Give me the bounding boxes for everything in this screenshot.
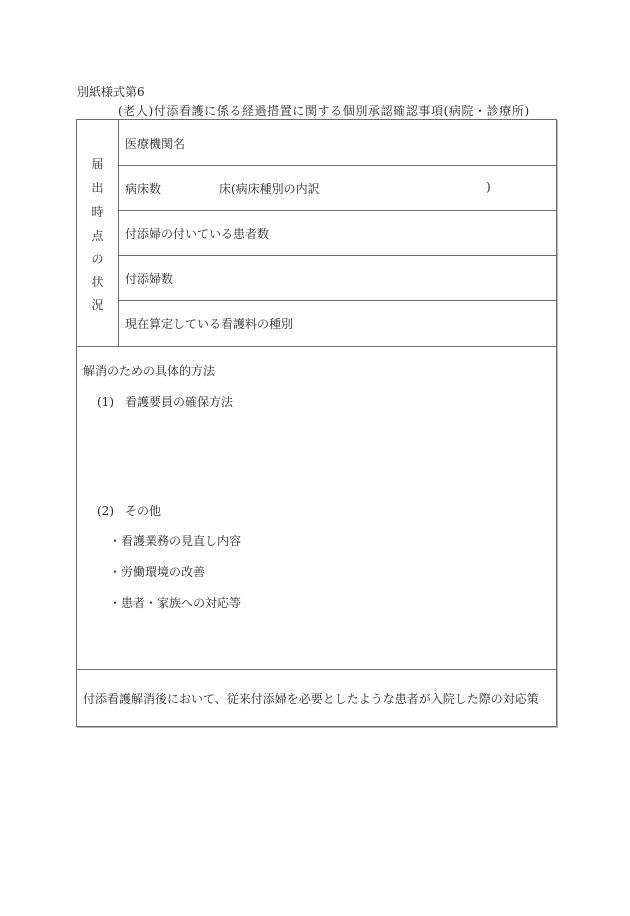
form-number: 別紙様式第6: [77, 85, 145, 99]
item-number: (2): [97, 504, 114, 518]
row-bed-count[interactable]: [119, 165, 556, 211]
vertical-label-char: の: [91, 252, 104, 266]
staff-securing-label: 看護要員の確保方法: [125, 395, 234, 409]
status-section: [77, 120, 556, 347]
bed-breakdown-close-paren: ): [486, 180, 491, 194]
nursing-fee-type-label: 現在算定している看護料の種別: [125, 317, 294, 331]
item-other: [97, 502, 161, 519]
other-answer-area[interactable]: [77, 612, 556, 667]
attendant-count-label: 付添婦数: [125, 272, 174, 286]
status-vertical-label: [77, 120, 119, 346]
row-medical-institution-name[interactable]: [119, 120, 556, 166]
other-label: その他: [125, 504, 162, 518]
staff-securing-answer-area[interactable]: [77, 413, 556, 493]
resolution-section: [77, 347, 556, 670]
confirmation-form-table: [76, 119, 557, 727]
resolution-heading: 解消のための具体的方法: [83, 364, 216, 378]
vertical-label-char: 時: [91, 205, 104, 219]
row-patients-with-attendants[interactable]: [119, 210, 556, 256]
countermeasure-label: 付添看護解消後において、従来付添婦を必要としたような患者が入院した際の対応策: [83, 692, 539, 706]
item-number: (1): [97, 395, 114, 409]
bullet-patient-family-response: ・患者・家族への対応等: [109, 596, 242, 610]
countermeasure-section[interactable]: [77, 670, 556, 726]
row-attendant-count[interactable]: [119, 255, 556, 301]
bullet-work-environment: ・労働環境の改善: [109, 565, 206, 579]
vertical-label-char: 況: [91, 298, 104, 312]
vertical-label-char: 届: [91, 157, 104, 171]
row-nursing-fee-type[interactable]: [119, 300, 556, 346]
bed-breakdown-label: 床(病床種別の内訳: [219, 182, 320, 196]
medical-institution-name-label: 医療機関名: [125, 137, 186, 151]
document-title: (老人)付添看護に係る経過措置に関する個別承認確認事項(病院・診療所): [118, 104, 530, 118]
item-staff-securing: [97, 393, 233, 410]
vertical-label-char: 出: [91, 181, 104, 195]
vertical-label-char: 状: [91, 275, 104, 289]
vertical-label-char: 点: [91, 229, 104, 243]
patients-with-attendants-label: 付添婦の付いている患者数: [125, 227, 270, 241]
bed-count-label: 病床数: [125, 182, 162, 196]
bullet-nursing-work-review: ・看護業務の見直し内容: [109, 534, 242, 548]
